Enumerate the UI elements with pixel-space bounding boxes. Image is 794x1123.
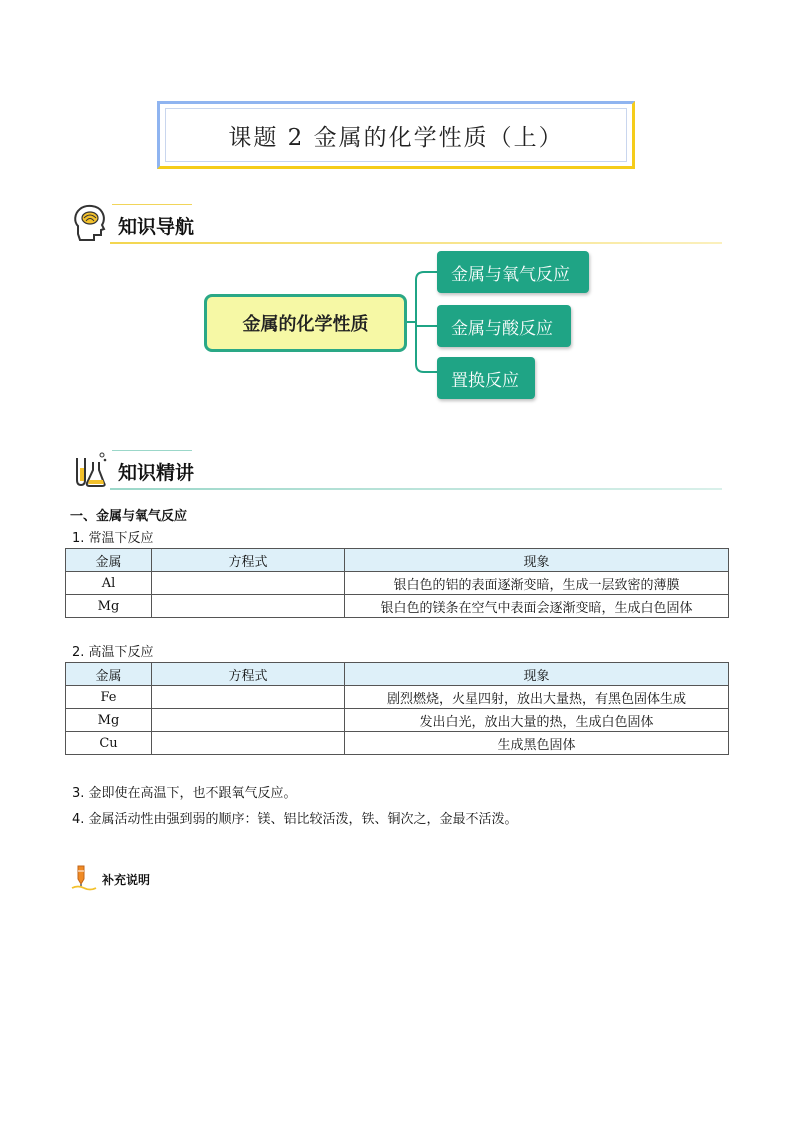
table-cell-equation [152, 709, 345, 732]
table-cell-phenomenon: 银白色的铝的表面逐渐变暗，生成一层致密的薄膜 [345, 572, 729, 595]
part1-heading: 一、金属与氧气反应 [70, 509, 188, 524]
table-cell-metal: Fe [66, 686, 152, 709]
page-title: 课题 2 金属的化学性质（上） [228, 125, 564, 151]
table-cell-phenomenon: 银白色的镁条在空气中表面会逐渐变暗，生成白色固体 [345, 595, 729, 618]
table-cell-equation [152, 595, 345, 618]
table-cell-metal: Al [66, 572, 152, 595]
mindmap-node-displacement: 置换反应 [437, 357, 535, 399]
mindmap-node-oxygen: 金属与氧气反应 [437, 251, 589, 293]
supplement-note-label: 补充说明 [102, 873, 151, 887]
supplement-note [70, 863, 230, 893]
section-lecture-underline [110, 488, 722, 490]
section-nav-header [70, 204, 722, 244]
table-cell-metal: Mg [66, 595, 152, 618]
table-header-metal: 金属 [66, 549, 152, 572]
title-box [157, 101, 635, 169]
mindmap-root: 金属的化学性质 [204, 294, 407, 352]
table-header-row [66, 549, 729, 572]
table-row [66, 595, 729, 618]
table-normal-temp [65, 548, 729, 618]
table-cell-equation [152, 686, 345, 709]
table-high-temp [65, 662, 729, 755]
part1-point3: 3. 金即使在高温下，也不跟氧气反应。 [72, 786, 297, 801]
table-header-phenomenon: 现象 [345, 549, 729, 572]
mindmap-node-acid: 金属与酸反应 [437, 305, 571, 347]
table-row [66, 709, 729, 732]
section-nav-title: 知识导航 [118, 216, 195, 238]
table-cell-phenomenon: 剧烈燃烧，火星四射，放出大量热，有黑色固体生成 [345, 686, 729, 709]
brain-head-icon [72, 204, 108, 242]
table-header-row [66, 663, 729, 686]
table-cell-equation [152, 732, 345, 755]
table-header-equation: 方程式 [152, 663, 345, 686]
lab-flask-icon [72, 450, 108, 488]
table-row [66, 732, 729, 755]
part1-point4: 4. 金属活动性由强到弱的顺序：镁、铝比较活泼，铁、铜次之，金最不活泼。 [72, 812, 518, 827]
table-row [66, 572, 729, 595]
section-lecture-header [70, 450, 722, 490]
part1-sub2: 2. 高温下反应 [72, 645, 154, 660]
table-cell-phenomenon: 生成黑色固体 [345, 732, 729, 755]
section-lecture-topline [112, 450, 192, 451]
table-cell-equation [152, 572, 345, 595]
table-cell-phenomenon: 发出白光，放出大量的热，生成白色固体 [345, 709, 729, 732]
table-header-phenomenon: 现象 [345, 663, 729, 686]
table-header-equation: 方程式 [152, 549, 345, 572]
section-lecture-title: 知识精讲 [118, 462, 195, 484]
section-nav-topline [112, 204, 192, 205]
section-nav-underline [110, 242, 722, 244]
part1-sub1: 1. 常温下反应 [72, 531, 154, 546]
table-header-metal: 金属 [66, 663, 152, 686]
table-cell-metal: Mg [66, 709, 152, 732]
pen-icon [70, 863, 98, 891]
table-cell-metal: Cu [66, 732, 152, 755]
table-row [66, 686, 729, 709]
